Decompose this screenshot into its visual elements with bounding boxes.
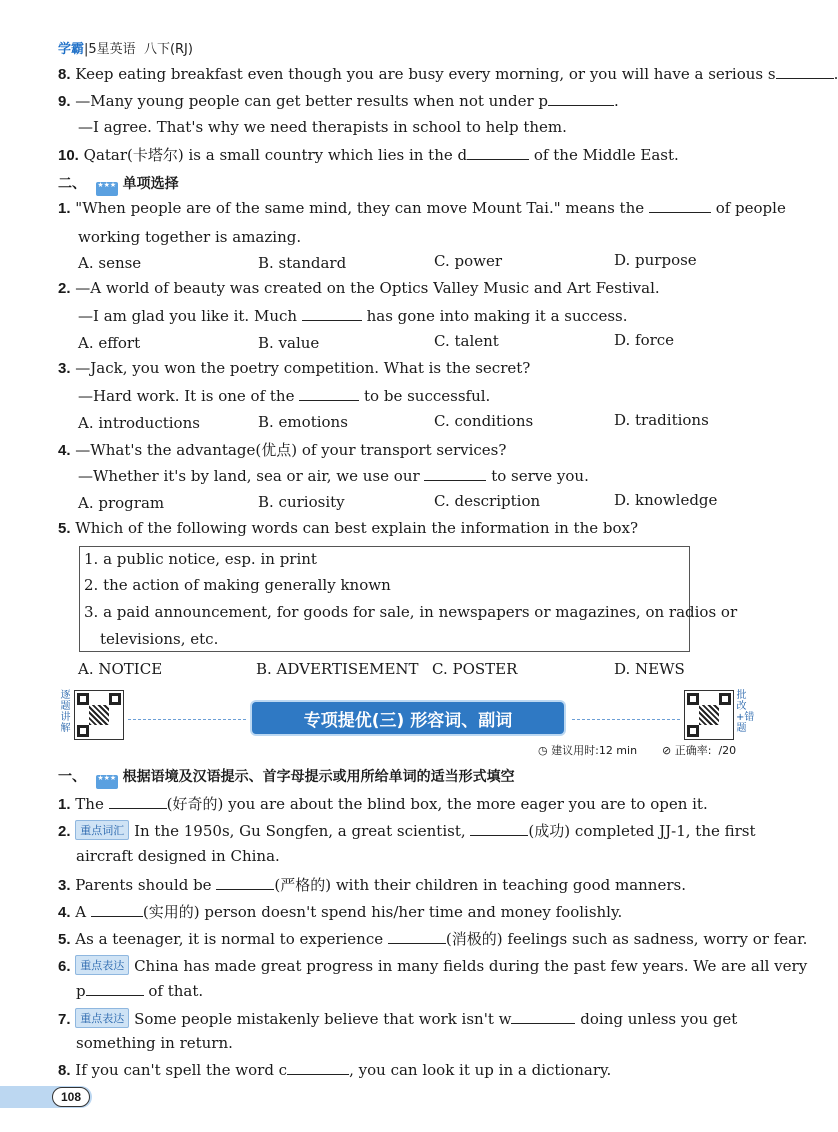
fill-item-8: 8. Keep eating breakfast even though you are busy every morning, or you will have a serious s . [58, 65, 838, 83]
option-b[interactable]: B. curiosity [258, 493, 345, 511]
fill-item-10: 10. Qatar(卡塔尔) is a small country which lies in the d of the Middle East. [58, 146, 679, 164]
header-separator: | [84, 42, 89, 57]
option-d[interactable]: D. NEWS [614, 660, 685, 678]
time-suggestion: ◷ 建议用时:12 min [538, 744, 638, 757]
option-c[interactable]: C. description [434, 492, 541, 510]
fill-item-8: 8. If you can't spell the word c , you can look it up in a dictionary. [58, 1061, 612, 1079]
qr-label-left: 逐题讲解 [60, 690, 71, 734]
fill-item-2-line2: aircraft designed in China. [76, 847, 280, 865]
definition-line-4: televisions, etc. [100, 630, 219, 648]
qr-label-right: 批改+错题 [736, 690, 755, 734]
answer-blank[interactable] [470, 821, 528, 836]
option-a[interactable]: A. NOTICE [78, 660, 163, 678]
fill-item-4: 4. A (实用的) person doesn't spend his/her time and money foolishly. [58, 903, 623, 921]
banner-dash-right [572, 719, 680, 720]
option-c[interactable]: C. power [434, 252, 502, 270]
option-c[interactable]: C. POSTER [432, 660, 518, 678]
difficulty-stars-icon: ★★★ [96, 182, 118, 196]
option-c[interactable]: C. talent [434, 332, 499, 350]
answer-blank[interactable] [388, 929, 446, 944]
mc-question-1: 1. "When people are of the same mind, they can move Mount Tai." means the of people [58, 199, 786, 217]
answer-blank[interactable] [91, 902, 143, 917]
answer-blank[interactable] [287, 1060, 349, 1075]
qr-code-left[interactable] [74, 690, 124, 740]
answer-blank[interactable] [86, 981, 144, 996]
answer-blank[interactable] [511, 1009, 575, 1024]
option-d[interactable]: D. traditions [614, 411, 709, 429]
mc-question-2: 2. —A world of beauty was created on the Optics Valley Music and Art Festival. [58, 279, 660, 297]
fill-item-2: 2. 重点词汇 In the 1950s, Gu Songfen, a great scientist, (成功) completed JJ-1, the first [58, 822, 756, 840]
fill-item-5: 5. As a teenager, it is normal to experience (消极的) feelings such as sadness, worry or fear. [58, 930, 808, 948]
definition-line-2: 2. the action of making generally known [84, 576, 391, 594]
fill-item-1: 1. The (好奇的) you are about the blind box, the more eager you are to open it. [58, 795, 708, 813]
answer-blank[interactable] [548, 91, 614, 106]
option-a[interactable]: A. effort [78, 334, 141, 352]
mc-question-1-line2: working together is amazing. [78, 228, 302, 246]
brand-logo: 学霸 [58, 42, 85, 57]
definition-line-3: 3. a paid announcement, for goods for sale, in newspapers or magazines, on radios or [84, 603, 738, 621]
option-d[interactable]: D. purpose [614, 251, 697, 269]
answer-blank[interactable] [109, 794, 167, 809]
key-expression-tag: 重点表达 [75, 1008, 129, 1028]
fill-item-6-line2: p of that. [76, 982, 204, 1000]
section-heading-2: 二、 ★★★ 单项选择 [58, 173, 179, 196]
answer-blank[interactable] [302, 306, 362, 321]
fill-item-9-line2: —I agree. That's why we need therapists in school to help them. [78, 118, 567, 136]
mc-question-3-line2: —Hard work. It is one of the to be successful. [78, 387, 491, 405]
option-d[interactable]: D. knowledge [614, 491, 718, 509]
section-heading-3: 一、 ★★★ 根据语境及汉语提示、首字母提示或用所给单词的适当形式填空 [58, 766, 515, 789]
page-header [58, 38, 193, 57]
header-series: 5星英语 [88, 42, 136, 57]
option-b[interactable]: B. standard [258, 254, 347, 272]
definition-line-1: 1. a public notice, esp. in print [84, 550, 317, 568]
answer-blank[interactable] [216, 875, 274, 890]
option-c[interactable]: C. conditions [434, 412, 534, 430]
option-b[interactable]: B. value [258, 334, 320, 352]
difficulty-stars-icon: ★★★ [96, 775, 118, 789]
accuracy-field: ⊘ 正确率: /20 [662, 744, 737, 757]
key-expression-tag: 重点表达 [75, 955, 129, 975]
clock-icon: ◷ [538, 744, 548, 757]
option-a[interactable]: A. introductions [78, 414, 200, 432]
fill-item-7-line2: something in return. [76, 1034, 233, 1052]
mc-question-4-line2: —Whether it's by land, sea or air, we use our to serve you. [78, 467, 589, 485]
fill-item-9: 9. —Many young people can get better results when not under p . [58, 92, 619, 110]
fill-item-7: 7. 重点表达 Some people mistakenly believe that work isn't w doing unless you get [58, 1010, 738, 1028]
option-d[interactable]: D. force [614, 331, 675, 349]
mc-question-4: 4. —What's the advantage(优点) of your transport services? [58, 441, 507, 459]
option-a[interactable]: A. sense [78, 254, 142, 272]
mc-question-5: 5. Which of the following words can best explain the information in the box? [58, 519, 639, 537]
header-grade: 八下(RJ) [143, 42, 193, 57]
qr-code-right[interactable] [684, 690, 734, 740]
answer-blank[interactable] [649, 198, 711, 213]
mc-question-2-line2: —I am glad you like it. Much has gone into making it a success. [78, 307, 628, 325]
answer-blank[interactable] [467, 145, 529, 160]
answer-blank[interactable] [424, 466, 486, 481]
page-number: 108 [52, 1087, 90, 1107]
banner-title: 专项提优(三) 形容词、副词 [303, 710, 513, 731]
mc-question-3: 3. —Jack, you won the poetry competition. What is the secret? [58, 359, 531, 377]
banner-dash-left [128, 719, 246, 720]
check-circle-icon: ⊘ [662, 744, 672, 757]
answer-blank[interactable] [299, 386, 359, 401]
answer-blank[interactable] [776, 64, 834, 79]
fill-item-6: 6. 重点表达 China has made great progress in many fields during the past few years. We are all very [58, 957, 808, 975]
option-a[interactable]: A. program [78, 494, 165, 512]
key-vocab-tag: 重点词汇 [75, 820, 129, 840]
fill-item-3: 3. Parents should be (严格的) with their children in teaching good manners. [58, 876, 686, 894]
option-b[interactable]: B. ADVERTISEMENT [256, 660, 419, 678]
section-banner [252, 702, 564, 734]
option-b[interactable]: B. emotions [258, 413, 348, 431]
